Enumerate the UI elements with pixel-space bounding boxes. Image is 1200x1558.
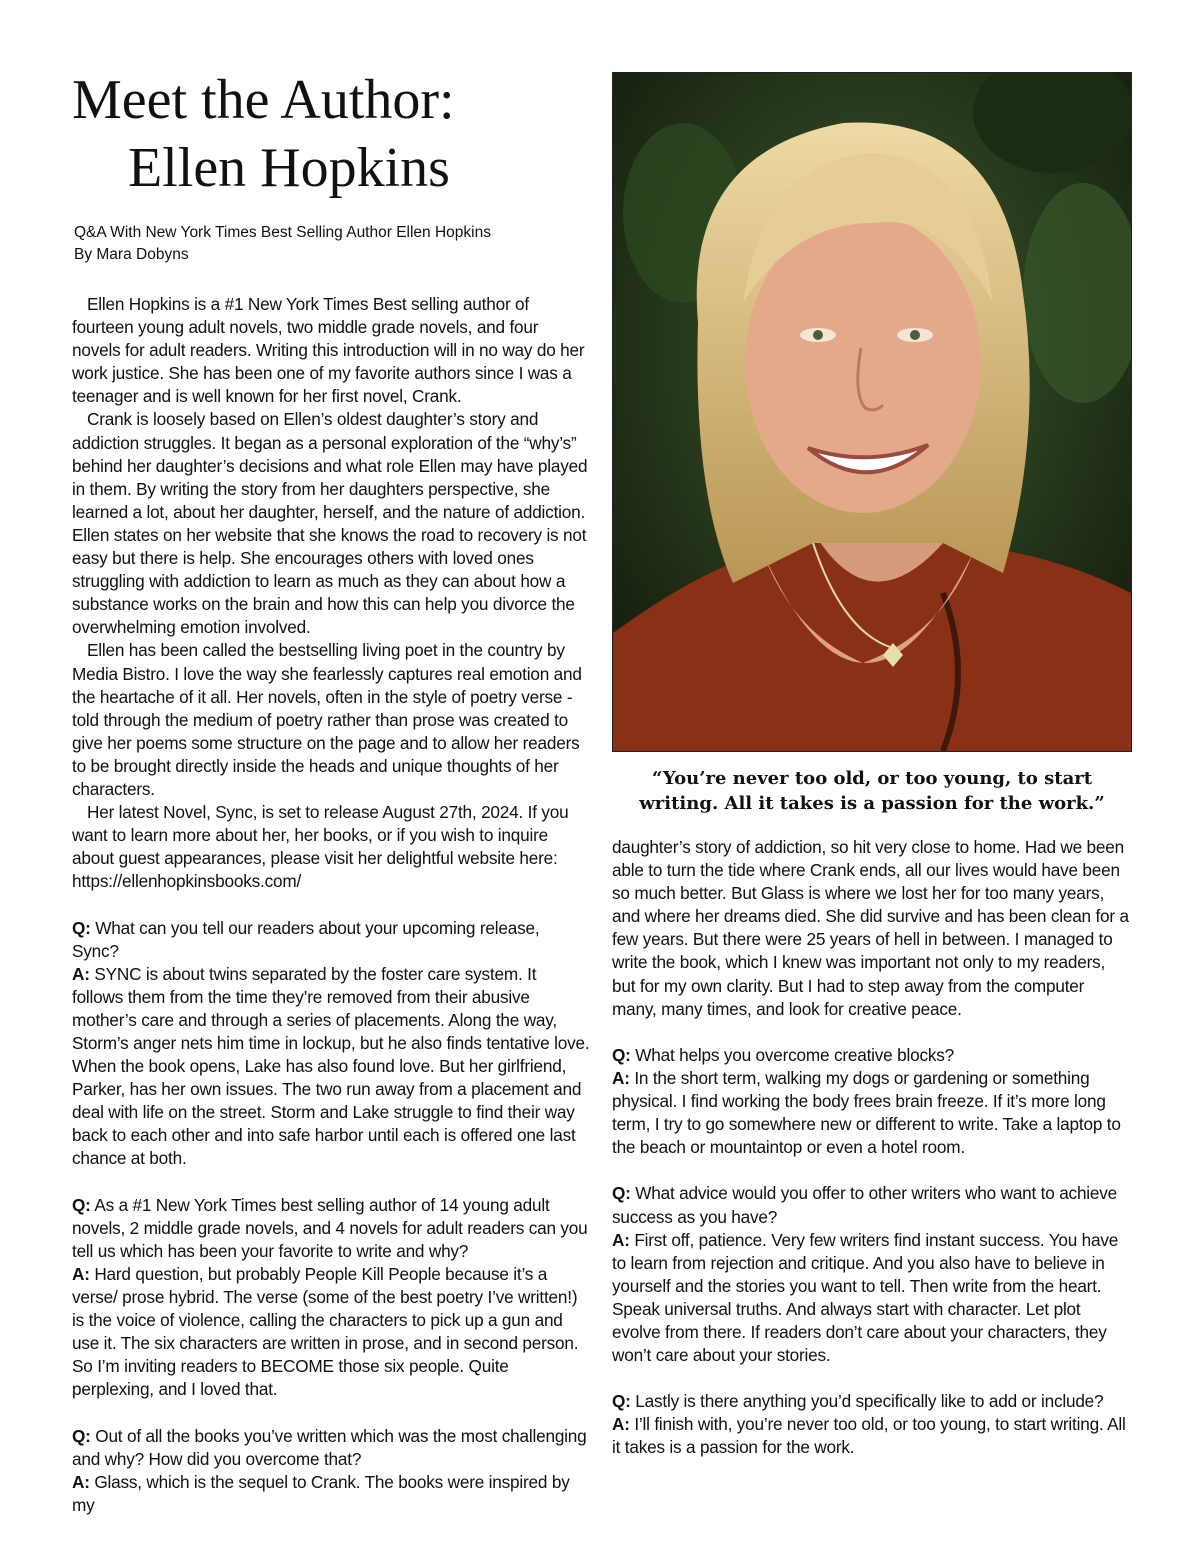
title-line-2: Ellen Hopkins: [128, 137, 450, 199]
answer-text: SYNC is about twins separated by the foster care system. It follows them from the time they’re removed from their abusive mother’s care and through a series of placements. Along the way, Storm’s anger nets him time in lockup, but he also finds tentative love. When the book opens, Lake has also found love. But her girlfriend, Parker, has her own issues. The two run away from a placement and deal with life on the street. Storm and Lake struggle to find their way back to each other and into safe harbor until each is offered one last chance at both.: [72, 963, 590, 1169]
byline: By Mara Dobyns: [74, 246, 189, 263]
answer-text: First off, patience. Very few writers find instant success. You have to learn from rejection and critique. And you also have to believe in yourself and the stories you want to tell. Then write from the heart. Speak universal truths. And always start with character. Let plot evolve from there. If readers don’t care about your characters, they won’t care about your stories.: [612, 1229, 1119, 1366]
answer-label: A:: [612, 1414, 630, 1435]
question: [72, 1425, 590, 1471]
question-text: Lastly is there anything you’d specifically like to add or include?: [635, 1391, 1104, 1412]
intro-paragraph: Crank is loosely based on Ellen’s oldest daughter’s story and addiction struggles. It began as a personal exploration of the “why’s” behind her daughter’s decisions and what role Ellen may have played in them. By writing the story from her daughters perspective, she learned a lot, about her daughter, herself, and the nature of addiction. Ellen states on her website that she knows the road to recovery is not easy but there is help. She encourages others with loved ones struggling with addiction to learn as much as they can about how a substance works on the brain and how this can help you divorce the overwhelming emotion involved.: [72, 409, 588, 638]
left-column: [72, 293, 590, 1517]
answer-text: Glass, which is the sequel to Crank. The books were inspired by my: [72, 1471, 570, 1515]
answer: [72, 963, 590, 1171]
article-title: [72, 66, 455, 202]
answer-label: A:: [72, 963, 90, 984]
answer-text: In the short term, walking my dogs or gardening or something physical. I find working the body frees brain freeze. If it’s more long term, I try to go somewhere new or different to write. Take a laptop to the beach or mountaintop or even a hotel room.: [612, 1067, 1121, 1158]
question-label: Q:: [72, 917, 91, 938]
answer-continuation: daughter’s story of addiction, so hit very close to home. Had we been able to turn the tide where Crank ends, all our lives would have been so much better. But Glass is where we lost her for too many years, and where her dreams died. She did survive and has been clean for a few years. But there were 25 years of hell in between. I managed to write the book, which I knew was important not only to my readers, but for my own clarity. But I had to step away from the computer many, many times, and look for creative peace.: [612, 837, 1129, 1019]
title-line-1: Meet the Author:: [72, 69, 455, 131]
answer: [612, 1067, 1132, 1159]
question-label: Q:: [612, 1183, 631, 1204]
question-text: Out of all the books you’ve written which was the most challenging and why? How did you overcome that?: [72, 1425, 587, 1469]
question: [612, 1390, 1132, 1413]
question: [612, 1044, 1132, 1067]
question-label: Q:: [72, 1194, 91, 1215]
intro-paragraph: Ellen has been called the bestselling living poet in the country by Media Bistro. I love the way she fearlessly captures real emotion and the heartache of it all. Her novels, often in the style of poetry verse - told through the medium of poetry rather than prose was created to give her poems some structure on the page and to allow her readers to be brought directly inside the heads and unique thoughts of her characters.: [72, 640, 582, 799]
intro-paragraph: Ellen Hopkins is a #1 New York Times Best selling author of fourteen young adult novels, two middle grade novels, and four novels for adult readers. Writing this introduction will in no way do her work justice. She has been one of my favorite authors since I was a teenager and is well known for her first novel, Crank.: [72, 294, 585, 407]
question-label: Q:: [72, 1425, 91, 1446]
right-column: [612, 836, 1132, 1460]
answer-label: A:: [612, 1229, 630, 1250]
answer-label: A:: [72, 1471, 90, 1492]
question-text: What can you tell our readers about your upcoming release, Sync?: [72, 917, 540, 961]
article-subtitle-block: [74, 222, 491, 266]
answer-text: Hard question, but probably People Kill People because it’s a verse/ prose hybrid. The verse (some of the best poetry I’ve written!) is the voice of violence, calling the characters to pick up a gun and use it. The six characters are written in prose, and in second person. So I’m inviting readers to BECOME those six people. Quite perplexing, and I loved that.: [72, 1263, 579, 1400]
question-text: What advice would you offer to other writers who want to achieve success as you have?: [612, 1183, 1118, 1227]
answer: [612, 1229, 1132, 1368]
answer: [72, 1263, 590, 1402]
answer: [72, 1471, 590, 1517]
question: [72, 917, 590, 963]
question-text: As a #1 New York Times best selling author of 14 young adult novels, 2 middle grade novels, and 4 novels for adult readers can you tell us which has been your favorite to write and why?: [72, 1194, 588, 1261]
pull-quote: “You’re never too old, or too young, to start writing. All it takes is a passion for the work.”: [639, 768, 1105, 814]
answer-text: I’ll finish with, you’re never too old, or too young, to start writing. All it takes is a passion for the work.: [612, 1414, 1126, 1458]
question: [612, 1182, 1132, 1228]
answer: [612, 1413, 1132, 1459]
subtitle: Q&A With New York Times Best Selling Author Ellen Hopkins: [74, 224, 491, 241]
answer-label: A:: [72, 1263, 90, 1284]
question-text: What helps you overcome creative blocks?: [635, 1044, 954, 1065]
question: [72, 1194, 590, 1263]
question-label: Q:: [612, 1044, 631, 1065]
author-photo: [612, 72, 1132, 752]
intro-paragraph: Her latest Novel, Sync, is set to release August 27th, 2024. If you want to learn more about her, her books, or if you wish to inquire about guest appearances, please visit her delightful website here: https://ellenhopkinsbooks.com/: [72, 802, 569, 892]
answer-label: A:: [612, 1067, 630, 1088]
question-label: Q:: [612, 1391, 631, 1412]
